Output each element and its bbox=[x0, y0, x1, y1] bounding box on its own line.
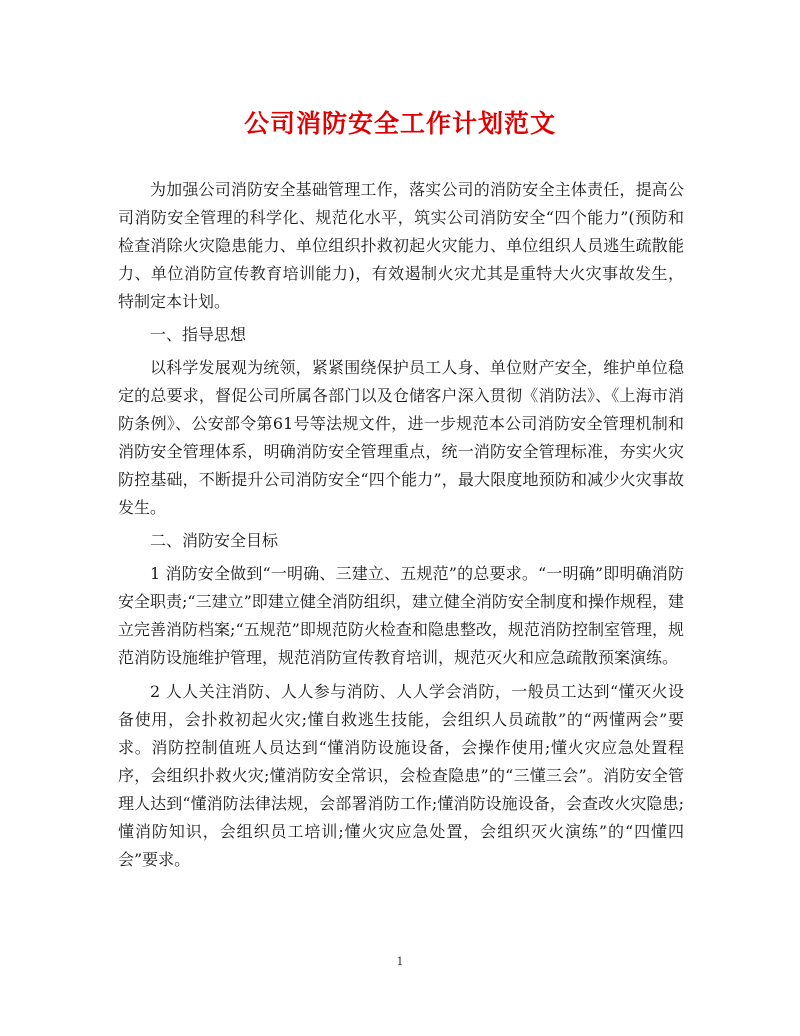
page-number: 1 bbox=[396, 955, 404, 968]
section-heading-safety-goals: 二、消防安全目标 bbox=[150, 531, 279, 550]
document-body bbox=[118, 176, 684, 874]
section-heading-guiding-ideology: 一、指导思想 bbox=[150, 325, 247, 344]
safety-goal-item-2: 2 人人关注消防、人人参与消防、人人学会消防，一般员工达到“懂灭火设备使用，会扑救初起火灾;懂自救逃生技能，会组织人员疏散”的“两懂两会”要求。消防控制值班人员达到“懂消防设施设备，会操作使用;懂火灾应急处置程序，会组织扑救火灾;懂消防安全常识，会检查隐患”的“三懂三会”。消防安全管理人达到“懂消防法律法规，会部署消防工作;懂消防设施设备，会查改火灾隐患;懂消防知识，会组织员工培训;懂火灾应急处置，会组织灭火演练”的“四懂四会”要求。 bbox=[118, 682, 684, 869]
guiding-ideology-paragraph: 以科学发展观为统领，紧紧围绕保护员工人身、单位财产安全，维护单位稳定的总要求，督促公司所属各部门以及仓储客户深入贯彻《消防法》、《上海市消防条例》、公安部令第61号等法规文件，进一步规范本公司消防安全管理机制和消防安全管理体系，明确消防安全管理重点，统一消防安全管理标准，夯实火灾防控基础，不断提升公司消防安全“四个能力”，最大限度地预防和减少火灾事故发生。 bbox=[118, 358, 684, 517]
document-title: 公司消防安全工作计划范文 bbox=[243, 109, 556, 138]
safety-goal-item-1: 1 消防安全做到“一明确、三建立、五规范”的总要求。“一明确”即明确消防安全职责;“三建立”即建立健全消防组织，建立健全消防安全制度和操作规程，建立完善消防档案;“五规范”即规范防火检查和隐患整改，规范消防控制室管理，规范消防设施维护管理，规范消防宣传教育培训，规范灭火和应急疏散预案演练。 bbox=[118, 564, 684, 667]
intro-paragraph: 为加强公司消防安全基础管理工作，落实公司的消防安全主体责任，提高公司消防安全管理的科学化、规范化水平，筑实公司消防安全“四个能力”(预防和检查消除火灾隐患能力、单位组织扑救初起火灾能力、单位组织人员逃生疏散能力、单位消防宣传教育培训能力)，有效遏制火灾尤其是重特大火灾事故发生，特制定本计划。 bbox=[118, 180, 684, 311]
